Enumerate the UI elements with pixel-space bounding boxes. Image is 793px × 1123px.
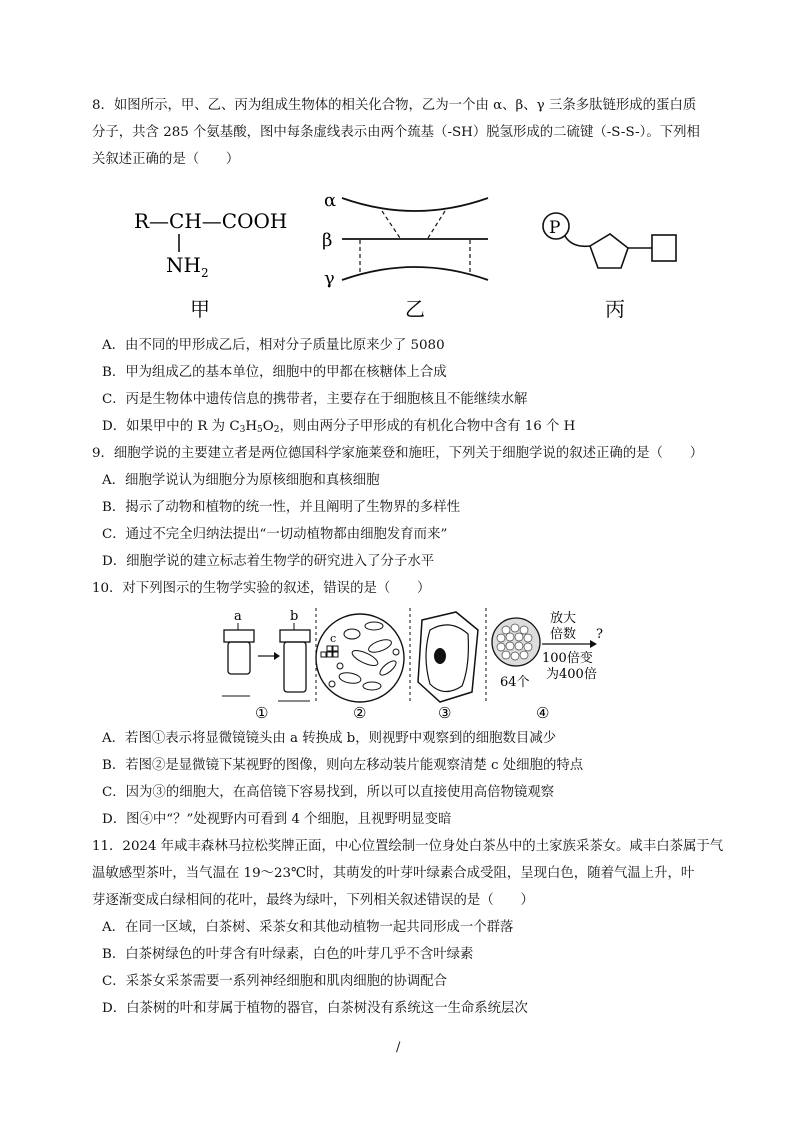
- q9-stem: 9．细胞学说的主要建立者是两位德国科学家施莱登和施旺，下列关于细胞学说的叙述正确的是（ ）: [92, 446, 704, 461]
- panel-1-label: ①: [255, 704, 269, 722]
- q8-option-c: C．丙是生物体中遗传信息的携带者，主要存在于细胞核且不能继续水解: [102, 392, 528, 407]
- jia-label: 甲: [190, 297, 210, 321]
- cell-count-label: 64个: [500, 675, 530, 690]
- q9-option-b: B．揭示了动物和植物的统一性，并且阐明了生物界的多样性: [102, 500, 460, 515]
- q11-option-b: B．白茶树绿色的叶芽含有叶绿素，白色的叶芽几乎不含叶绿素: [102, 947, 474, 962]
- q8-option-a: A．由不同的甲形成乙后，相对分子质量比原来少了 5080: [102, 338, 445, 353]
- q8-stem-line3: 关叙述正确的是（ ）: [92, 152, 240, 167]
- cell-c-label: c: [330, 632, 337, 645]
- q10-option-b: B．若图②是显微镜下某视野的图像，则向左移动装片能观察清楚 c 处细胞的特点: [102, 758, 584, 773]
- lens-b-label: b: [290, 609, 299, 624]
- yi-label: 乙: [405, 297, 425, 321]
- bing-nucleotide-diagram: [543, 213, 676, 321]
- mag-label-3: 100倍变: [542, 651, 593, 666]
- panel-4-label: ④: [536, 704, 550, 722]
- jia-amino-acid-diagram: [134, 209, 287, 321]
- q10-figure: [210, 606, 610, 724]
- mag-label-4: 为400倍: [546, 667, 597, 682]
- q9-option-d: D．细胞学说的建立标志着生物学的研究进入了分子水平: [102, 554, 435, 569]
- mag-label-1: 放大: [550, 611, 577, 626]
- panel-4-magnification: [492, 610, 603, 722]
- q9-option-c: C．通过不完全归纳法提出“一切动植物都由细胞发育而来”: [102, 527, 448, 542]
- q8-option-d: D．如果甲中的 R 为 $C_3H_5O_2$，则由两分子甲形成的有机化合物中含有 16 个 H: [102, 419, 576, 435]
- unknown-marker: ?: [596, 627, 603, 642]
- panel-2-label: ②: [353, 704, 367, 722]
- q11-stem-line3: 芽逐渐变成白绿相间的花叶，最终为绿叶，下列相关叙述错误的是（ ）: [92, 893, 534, 908]
- alpha-chain-label: α: [324, 190, 337, 211]
- q10-option-d: D．图④中“？”处视野内可看到 4 个细胞，且视野明显变暗: [102, 812, 452, 827]
- phosphate-label: P: [549, 218, 561, 238]
- q8-stem-line1: 8．如图所示，甲、乙、丙为组成生物体的相关化合物，乙为一个由 α、β、γ 三条多肽链形成的蛋白质: [92, 98, 697, 113]
- beta-chain-label: β: [322, 230, 333, 251]
- panel-3-plant-cell: [418, 612, 478, 722]
- bing-label: 丙: [605, 297, 625, 321]
- gamma-chain-label: γ: [324, 268, 335, 289]
- q10-option-a: A．若图①表示将显微镜镜头由 a 转换成 b，则视野中观察到的细胞数目减少: [102, 731, 557, 746]
- q11-option-d: D．白茶树的叶和芽属于植物的器官，白茶树没有系统这一生命系统层次: [102, 1001, 528, 1016]
- q9-option-a: A．细胞学说认为细胞分为原核细胞和真核细胞: [102, 473, 380, 488]
- mag-label-2: 倍数: [550, 627, 577, 642]
- page-number: /: [396, 1040, 401, 1055]
- q10-option-c: C．因为③的细胞大，在高倍镜下容易找到，所以可以直接使用高倍物镜观察: [102, 785, 555, 800]
- q11-option-c: C．采茶女采茶需要一系列神经细胞和肌肉细胞的协调配合: [102, 974, 448, 989]
- jia-formula-bottom: $NH_2$: [166, 253, 209, 280]
- q11-stem-line1: 11．2024 年咸丰森林马拉松奖牌正面，中心位置绘制一位身处白茶丛中的土家族采茶女。咸丰白茶属于气: [92, 839, 724, 854]
- panel-2-field-of-view: [316, 614, 404, 722]
- q8-stem-line2: 分子，共含 285 个氨基酸，图中每条虚线表示由两个巯基（-SH）脱氢形成的二硫键（-S-S-）。下列相: [92, 125, 700, 140]
- q10-stem: 10．对下列图示的生物学实验的叙述，错误的是（ ）: [92, 581, 431, 596]
- lens-a-label: a: [234, 609, 242, 624]
- q11-option-a: A．在同一区域，白茶树、采茶女和其他动植物一起共同形成一个群落: [102, 920, 514, 935]
- q11-stem-line2: 温敏感型茶叶，当气温在 19～23℃时，其萌发的叶芽叶绿素合成受阻，呈现白色，随着气温上升，叶: [92, 866, 695, 881]
- yi-protein-diagram: [322, 190, 488, 321]
- panel-1-lenses: [222, 609, 310, 722]
- panel-3-label: ③: [438, 704, 452, 722]
- jia-formula-top: R—CH—COOH: [134, 209, 288, 233]
- q8-figure: [120, 186, 700, 326]
- q8-option-b: B．甲为组成乙的基本单位，细胞中的甲都在核糖体上合成: [102, 365, 447, 380]
